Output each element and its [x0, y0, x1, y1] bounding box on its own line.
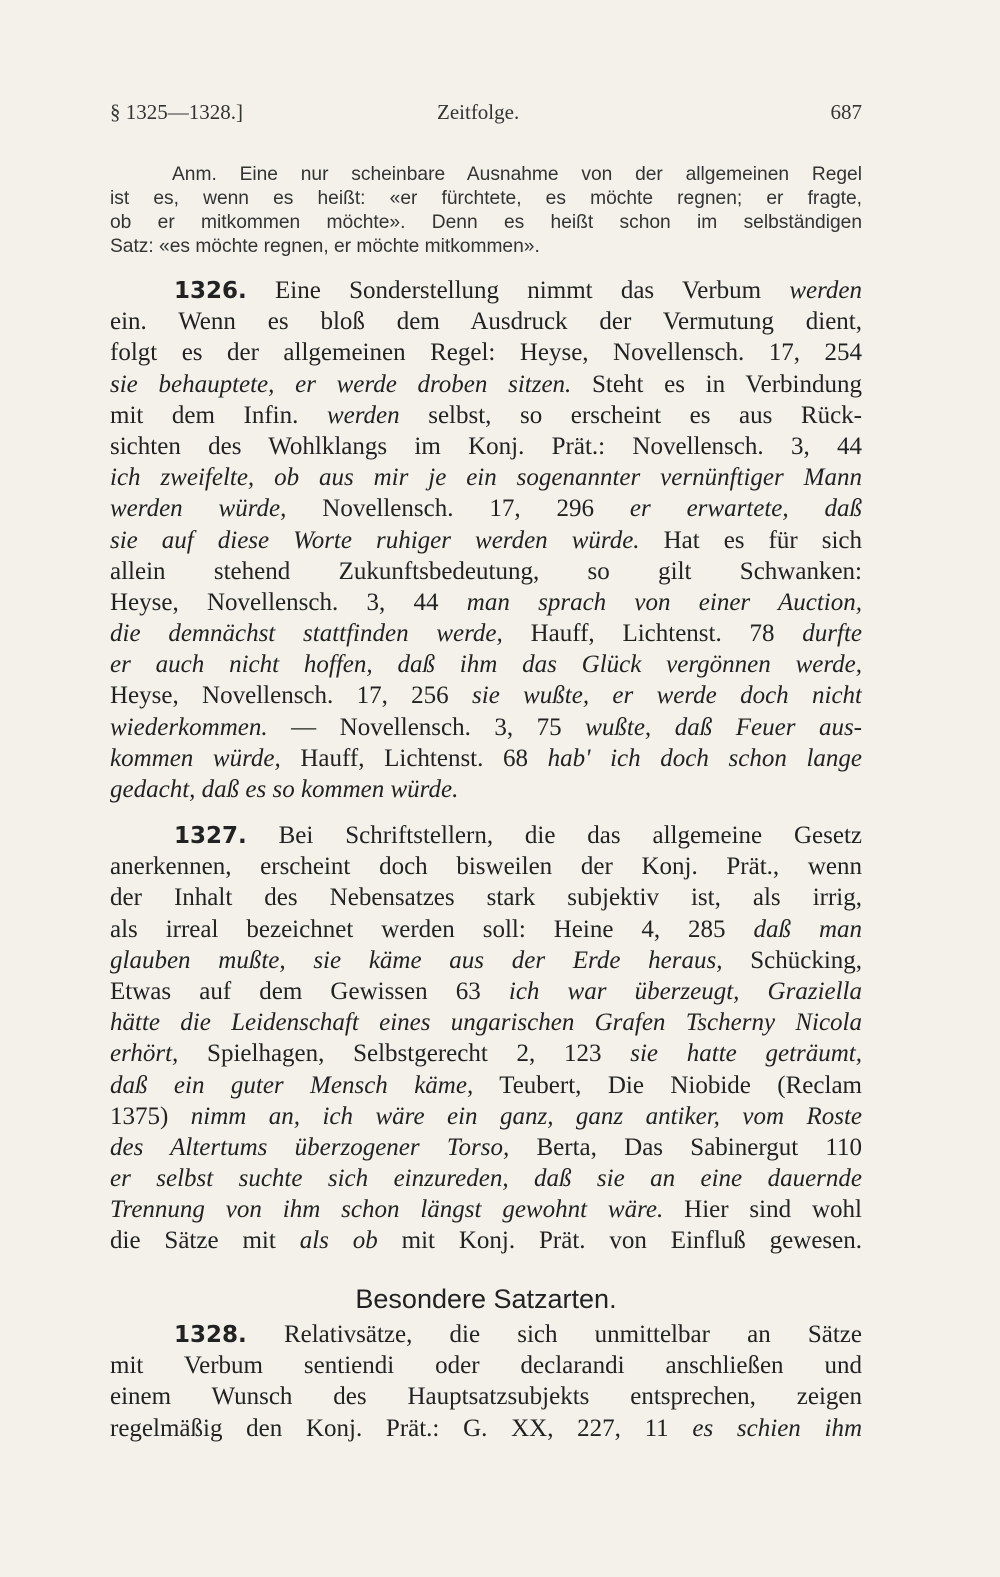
section-number: 1326. [174, 278, 247, 304]
text-line: regelmäßig den Konj. Prät.: G. XX, 227, 11 es schien ihm [110, 1414, 862, 1442]
text-line: werden würde, Novellensch. 17, 296 er erwartete, daß [110, 495, 862, 523]
note-line: Anm. Eine nur scheinbare Ausnahme von der allgemeinen Regel [172, 164, 862, 185]
text-line: die Sätze mit als ob mit Konj. Prät. von Einfluß gewesen. [110, 1227, 862, 1255]
text-line: mit dem Infin. werden selbst, so erscheint es aus Rück- [110, 401, 862, 429]
text-line: er selbst suchte sich einzureden, daß sie an eine dauernde [110, 1165, 862, 1193]
header-section: § 1325—1328.] [110, 100, 243, 124]
text-line: 1327. Bei Schriftstellern, die das allgemeine Gesetz [174, 822, 862, 849]
text-line: sie auf diese Worte ruhiger werden würde. Hat es für sich [110, 526, 862, 554]
text-line: wiederkommen. — Novellensch. 3, 75 wußte, daß Feuer aus- [110, 713, 862, 741]
text-line: als irreal bezeichnet werden soll: Heine 4, 285 daß man [110, 915, 862, 943]
text-line: allein stehend Zukunftsbedeutung, so gilt Schwanken: [110, 557, 862, 585]
section-heading: Besondere Satzarten. [355, 1284, 617, 1314]
text-line: mit Verbum sentiendi oder declarandi anschließen und [110, 1352, 862, 1380]
text-line: 1375) nimm an, ich wäre ein ganz, ganz antiker, vom Roste [110, 1102, 862, 1130]
text-line: des Altertums überzogener Torso, Berta, Das Sabinergut 110 [110, 1133, 862, 1161]
text-line: erhört, Spielhagen, Selbstgerecht 2, 123 sie hatte geträumt, [110, 1040, 862, 1068]
text-line: einem Wunsch des Hauptsatzsubjekts entsprechen, zeigen [110, 1383, 862, 1411]
note-line: Satz: «es möchte regnen, er möchte mitkommen». [110, 236, 540, 257]
text-line: sie behauptete, er werde droben sitzen. Steht es in Verbindung [110, 370, 862, 398]
text-line: Heyse, Novellensch. 17, 256 sie wußte, er werde doch nicht [110, 682, 862, 710]
text-line: folgt es der allgemeinen Regel: Heyse, Novellensch. 17, 254 [110, 339, 862, 367]
text-line: glauben mußte, sie käme aus der Erde heraus, Schücking, [110, 946, 862, 974]
anmerkung-note [110, 163, 862, 259]
text-line: Trennung von ihm schon längst gewohnt wäre. Hier sind wohl [110, 1196, 862, 1224]
paragraph-1328 [110, 1319, 862, 1444]
text-line: hätte die Leidenschaft eines ungarischen Grafen Tscherny Nicola [110, 1009, 862, 1037]
page-number: 687 [830, 100, 862, 124]
note-line: ist es, wenn es heißt: «er fürchtete, es möchte regnen; er fragte, [110, 188, 862, 209]
text-line: der Inhalt des Nebensatzes stark subjektiv ist, als irrig, [110, 884, 862, 912]
text-line: Etwas auf dem Gewissen 63 ich war überzeugt, Graziella [110, 977, 862, 1005]
paragraph-1327 [110, 820, 862, 1257]
text-line: 1328. Relativsätze, die sich unmittelbar an Sätze [174, 1321, 862, 1348]
text-line: daß ein guter Mensch käme, Teubert, Die Niobide (Reclam [110, 1071, 862, 1099]
text-line: er auch nicht hoffen, daß ihm das Glück vergönnen werde, [110, 651, 862, 679]
header-title: Zeitfolge. [437, 100, 520, 124]
text-line: sichten des Wohlklangs im Konj. Prät.: Novellensch. 3, 44 [110, 432, 862, 460]
text-line: Heyse, Novellensch. 3, 44 man sprach von einer Auction, [110, 588, 862, 616]
section-number: 1327. [174, 823, 247, 849]
text-line: 1326. Eine Sonderstellung nimmt das Verbum werden [174, 277, 862, 304]
section-number: 1328. [174, 1322, 247, 1348]
paragraph-1326 [110, 275, 862, 805]
text-line: ein. Wenn es bloß dem Ausdruck der Vermutung dient, [110, 308, 862, 336]
text-line: kommen würde, Hauff, Lichtenst. 68 hab' ich doch schon lange [110, 744, 862, 772]
note-line: ob er mitkommen möchte». Denn es heißt schon im selbständigen [110, 212, 862, 233]
text-line: anerkennen, erscheint doch bisweilen der Konj. Prät., wenn [110, 853, 862, 881]
text-line: gedacht, daß es so kommen würde. [110, 776, 459, 803]
text-line: ich zweifelte, ob aus mir je ein sogenannter vernünftiger Mann [110, 464, 862, 492]
text-line: die demnächst stattfinden werde, Hauff, Lichtenst. 78 durfte [110, 620, 862, 648]
